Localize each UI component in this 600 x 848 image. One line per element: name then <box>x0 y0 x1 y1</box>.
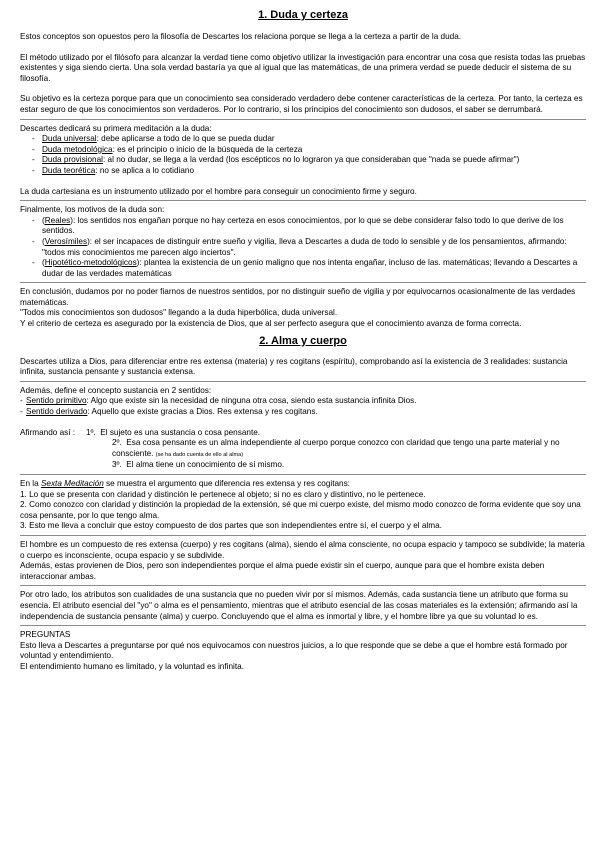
affirmation-number: 2º. <box>112 438 122 448</box>
meditation-pre: En la <box>20 479 41 488</box>
term: Duda provisional <box>42 155 103 165</box>
definition: : debe aplicarse a todo de lo que se pueda dudar <box>96 134 275 144</box>
question-paragraph-2: El entendimiento humano es limitado, y la voluntad es infinita. <box>20 661 244 671</box>
divider <box>20 200 586 201</box>
affirmation <box>20 428 586 439</box>
paragraph-method: El método utilizado por el filósofo para alcanzar la verdad tiene como objetivo utilizar la investigación para encontrar una cosa que resista todas las pruebas existentes y siga siendo cierta. Una sola verdad bastaría ya que al igual que las matemáticas, de una primera verdad se puede deducir el sistema de su filosofía. <box>20 52 586 83</box>
term: Hipotético-metodológicos <box>44 258 137 268</box>
divider <box>20 585 586 586</box>
divider <box>20 535 586 536</box>
term: Duda universal <box>42 134 97 144</box>
affirmation-text: El sujeto es una sustancia o cosa pensante. <box>100 427 261 437</box>
definition: : al no dudar, se llega a la verdad (los escépticos no lo lograron ya que consideraban que "nada se puede afirmar") <box>103 155 520 165</box>
paragraph-god: Descartes utiliza a Dios, para diferenciar entre res extensa (materia) y res cogitans (espíritu), comprobando así la existencia de 3 realidades: sustancia infinita, sustancia pensante y sustancia extensa. <box>20 356 568 377</box>
term: Verosímiles <box>44 236 88 246</box>
paragraph-attributes: Por otro lado, los atributos son cualidades de una sustancia que no pueden vivir por sí mismos. Además, cada sustancia tiene un atributo que forma su esencia. El atributo esencial del "yo" o alma es el pensamiento, mientras que el atributo esencial de las cosas materiales es la extensión; afirmando así la independencia de sustancia pensante (alma) y cuerpo. Concluyendo que el alma es inmortal y libre, y el hombre libre ya que su voluntad lo es. <box>20 590 578 621</box>
affirmation-text: Esa cosa pensante es un alma independiente al cuerpo porque conozco con claridad que tengo una parte material y no consciente. <box>112 438 560 458</box>
divider <box>20 625 586 626</box>
affirmation-number: 1º. <box>86 427 96 437</box>
term: Duda metodológica <box>42 144 113 154</box>
meditation-line <box>20 479 586 490</box>
affirmations-block <box>20 428 586 471</box>
term: Sentido primitivo <box>26 396 87 406</box>
list-item: - Duda provisional: al no dudar, se llega a la verdad (los escépticos no lo lograron ya que consideraban que "nada se puede afirmar") <box>32 155 520 165</box>
section-title-alma-cuerpo: 2. Alma y cuerpo <box>259 334 347 347</box>
affirmation-number: 3º. <box>112 460 122 470</box>
affirmation <box>20 460 586 471</box>
definition: : no se aplica a lo cotidiano <box>95 165 195 175</box>
question-paragraph-1: Esto lleva a Descartes a preguntarse por qué nos equivocamos con nuestros juicios, a lo que responde que se debe a que el hombre está formado por voluntad y entendimiento. <box>20 640 568 661</box>
definition: : Algo que existe sin la necesidad de ninguna otra cosa, siendo esta sustancia infinita Dios. <box>86 396 417 406</box>
definition: : los sentidos nos engañan porque no hay certeza en esos conocimientos, por lo que se debe considerar falso todo lo que derive de los sentidos. <box>42 215 564 236</box>
term: Reales <box>44 215 71 225</box>
argument-point-2: 2. Como conozco con claridad y distinción la propiedad de la extensión, sé que mi cuerpo existe, del mismo modo conozco de forma evidente que soy una cosa pensante, por lo que tengo alma. <box>20 500 581 520</box>
list-item: - Duda universal: debe aplicarse a todo de lo que se pueda dudar <box>32 134 275 144</box>
document-page <box>20 6 586 673</box>
list-item: - (Hipotético-metodológicos): plantea la existencia de un genio maligno que nos intenta engañar, incluso de las. matemáticas; llevando a Descartes a dudar de las verdades matemáticas <box>32 258 578 278</box>
term: Duda teorética <box>42 165 96 175</box>
motives-list <box>20 216 586 280</box>
substance-intro: Además, define el concepto sustancia en 2 sentidos: <box>20 385 212 395</box>
affirmation-text: El alma tiene un conocimiento de sí mismo. <box>126 460 285 470</box>
doubt-types-list <box>20 134 586 176</box>
divider <box>20 381 586 382</box>
definition: : plantea la existencia de un genio maligno que nos intenta engañar, incluso de las. matemáticas; llevando a Descartes a dudar de las verdades matemáticas <box>42 258 578 278</box>
argument-point-1: 1. Lo que se presenta con claridad y distinción le pertenece al objeto; si no es claro y distintivo, no le pertenece. <box>20 489 426 499</box>
conclusion-line-2: "Todos mis conocimientos son dudosos" llegando a la duda hiperbólica, duda universal. <box>20 308 338 318</box>
section-title-duda-certeza: 1. Duda y certeza <box>258 9 348 21</box>
list-item: - (Reales): los sentidos nos engañan porque no hay certeza en esos conocimientos, por lo que se debe considerar falso todo lo que derive de los sentidos. <box>32 215 564 236</box>
definition: : el ser incapaces de distinguir entre sueño y vigilia, lleva a Descartes a duda de todo lo sensible y de los pensamientos, afirmando: "todos mis conocimientos me parecen algo inciertos". <box>42 236 567 257</box>
questions-heading: PREGUNTAS <box>20 630 71 640</box>
term: Sentido derivado <box>26 407 88 417</box>
paragraph-human-composite: El hombre es un compuesto de res extensa (cuerpo) y res cogitans (alma), siendo el alma consciente, no ocupa espacio y tampoco se subdivide; la materia o cuerpo es inconsciente, ocupa espacio y se subdivide. <box>20 539 585 560</box>
definition: : Aquello que existe gracias a Dios. Res extensa y res cogitans. <box>87 407 318 417</box>
substance-list <box>20 396 586 417</box>
divider <box>20 119 586 120</box>
list-item: - Duda teorética: no se aplica a lo cotidiano <box>32 165 195 175</box>
conclusion-line-1: En conclusión, dudamos por no poder fiarnos de nuestros sentidos, por no distinguir sueño de vigilia y por equivocarnos ocasionalmente de las verdades matemáticas. <box>20 287 576 307</box>
affirms-label: Afirmando así : <box>20 427 76 437</box>
paragraph-independence: Además, estas provienen de Dios, pero son independientes porque el alma puede existir sin el cuerpo, aunque para que el hombre exista deben interaccionar ambas. <box>20 561 545 581</box>
meditation-term: Sexta Meditación <box>40 479 104 488</box>
list-item: - Duda metodológica: es el principio o inicio de la búsqueda de la certeza <box>32 144 303 154</box>
divider <box>20 474 586 475</box>
motives-intro: Finalmente, los motivos de la duda son: <box>20 205 165 215</box>
paragraph-cartesian-doubt: La duda cartesiana es un instrumento utilizado por el hombre para conseguir un conocimiento firme y seguro. <box>20 186 417 196</box>
handwritten-note: (se ha dado cuenta de ello al alma) <box>155 451 244 458</box>
paragraph-intro: Estos conceptos son opuestos pero la filosofía de Descartes los relaciona porque se llega a la certeza a partir de la duda. <box>20 32 462 41</box>
list-item: - Sentido primitivo: Algo que existe sin la necesidad de ninguna otra cosa, siendo esta sustancia infinita Dios. <box>20 396 417 406</box>
conclusion-line-3: Y el criterio de certeza es asegurado por la existencia de Dios, que al ser perfecto asegura que el conocimiento avanza de forma correcta. <box>20 319 522 329</box>
meditation-intro: Descartes dedicará su primera meditación a la duda: <box>20 123 212 133</box>
meditation-post: se muestra el argumento que diferencia res extensa y res cogitans: <box>103 479 350 488</box>
affirmation <box>20 438 586 460</box>
divider <box>20 282 586 283</box>
list-item: - Sentido derivado: Aquello que existe gracias a Dios. Res extensa y res cogitans. <box>20 407 318 417</box>
argument-point-3: 3. Esto me lleva a concluir que estoy compuesto de dos partes que son independientes entre sí, el cuerpo y el alma. <box>20 521 442 531</box>
list-item: - (Verosímiles): el ser incapaces de distinguir entre sueño y vigilia, lleva a Descartes a duda de todo lo sensible y de los pensamientos, afirmando: "todos mis conocimientos me parecen algo inciertos". <box>32 236 567 257</box>
definition: : es el principio o inicio de la búsqueda de la certeza <box>112 144 303 154</box>
paragraph-objective: Su objetivo es la certeza porque para que un conocimiento sea considerado verdadero debe contener características de la certeza. Por tanto, la certeza es estar seguro de que los conocimientos son verdaderos. Por lo contrario, si los principios del conocimiento son dudosos, el saber se derrumbará. <box>20 94 583 114</box>
